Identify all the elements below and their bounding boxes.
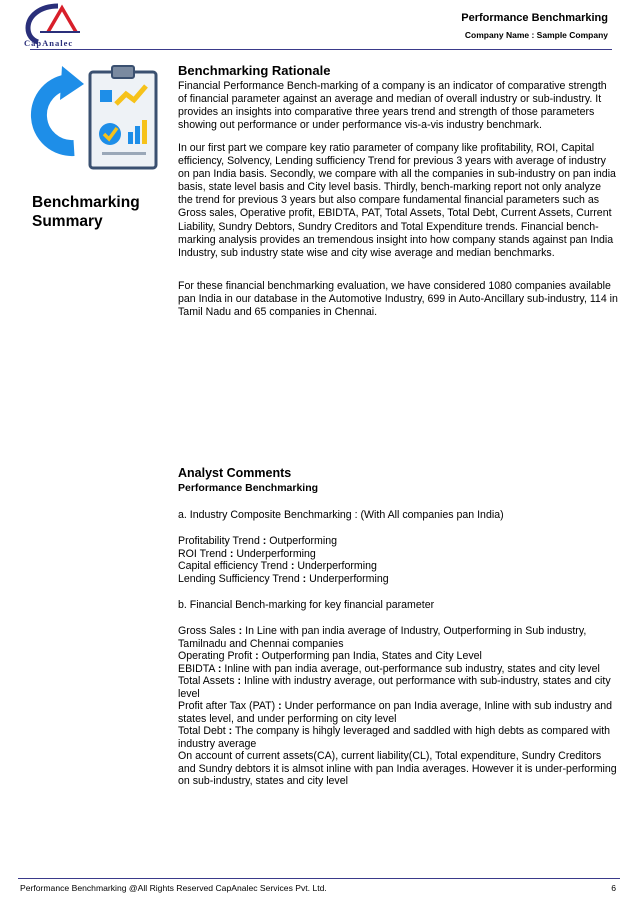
parameter-item: Total Assets : Inline with industry average, out performance with sub-industry, states and city level xyxy=(178,675,611,700)
trend-item: ROI Trend : Underperforming xyxy=(178,547,316,560)
page-number: 6 xyxy=(611,883,616,893)
parameter-item: Total Debt : The company is hihgly leveraged and saddled with high debts as compared with industry average xyxy=(178,725,611,750)
analyst-heading: Analyst Comments xyxy=(178,466,292,480)
rationale-heading: Benchmarking Rationale xyxy=(178,63,331,78)
footer-divider xyxy=(18,878,620,879)
parameter-item: Profit after Tax (PAT) : Under performance on pan India average, Inline with sub industry and states level, and under performing on city level xyxy=(178,700,613,725)
rationale-paragraph-2: In our first part we compare key ratio parameter of company like profitability, ROI, Capital efficiency, Solvency, Lending sufficiency Trend for previous 3 years with average of industry on pan India basis. Secondly, we compare with all the companies in sub-industry on pan india basis, state level basis and City level basis. Thirdly, bench-marking report not only analyze the trend for previous 3 years but also compare fundamental financial parameters such as Gross sales, Operative profit, EBIDTA, PAT, Total Assets, Total Debt, Current Assets, Current Liability, Sundry Debtors, Sundry Creditors and Total Expenditure trends. Financial bench-marking analysis provides an tremendous insight into how company stands against pan India Industry, sub industry state wise and city wise average and median benchmarks. xyxy=(178,142,616,259)
trend-item: Capital efficiency Trend : Underperforming xyxy=(178,560,377,572)
parameter-item: Gross Sales : In Line with pan india average of Industry, Outperforming in Sub industry, Tamilnadu and Chennai companies xyxy=(178,625,587,650)
trend-list xyxy=(178,535,620,585)
section-a-title: a. Industry Composite Benchmarking : (With All companies pan India) xyxy=(178,509,504,521)
rationale-paragraph-1: Financial Performance Bench-marking of a company is an indicator of comparative strength of financial parameter against an average and median of overall industry or sub-industry. It provides an insights into comparative three years trend and strength of those parameters showing out performance or under performance vis-a-vis industry benchmark. xyxy=(178,80,607,132)
trend-item: Profitability Trend : Outperforming xyxy=(178,535,337,547)
rationale-paragraph-3: For these financial benchmarking evaluation, we have considered 1080 companies available pan India in our database in the Automotive Industry, 699 in Auto-Ancillary sub-industry, 114 in Tamil Nadu and 65 companies in Chennai. xyxy=(178,280,618,319)
header-divider xyxy=(30,49,612,50)
analyst-subheading: Performance Benchmarking xyxy=(178,482,319,494)
section-b-title: b. Financial Bench-marking for key financial parameter xyxy=(178,599,435,611)
parameter-list xyxy=(178,625,620,788)
sidebar-title-line-2: Summary xyxy=(32,213,103,230)
trend-item: Lending Sufficiency Trend : Underperforming xyxy=(178,572,389,585)
parameter-item: Operating Profit : Outperforming pan India, States and City Level xyxy=(178,650,482,662)
footer-text: Performance Benchmarking @All Rights Reserved CapAnalec Services Pvt. Ltd. xyxy=(20,883,327,893)
sidebar-title-line-1: Benchmarking xyxy=(32,194,140,211)
parameter-item: EBIDTA : Inline with pan india average, out-performance sub industry, states and city level xyxy=(178,662,600,675)
logo-text: CapAnalec xyxy=(24,38,74,48)
clipboard-chart-illustration-icon xyxy=(22,62,172,174)
company-name: Company Name : Sample Company xyxy=(464,30,608,40)
report-title: Performance Benchmarking xyxy=(461,12,608,24)
sidebar-title xyxy=(32,193,140,231)
closing-comment: On account of current assets(CA), current liability(CL), Total expenditure, Sundry Creditors and Sundry debtors it is almsot inline with pan India averages. However it is under-performing on sub-industry, states and city level xyxy=(178,750,617,787)
